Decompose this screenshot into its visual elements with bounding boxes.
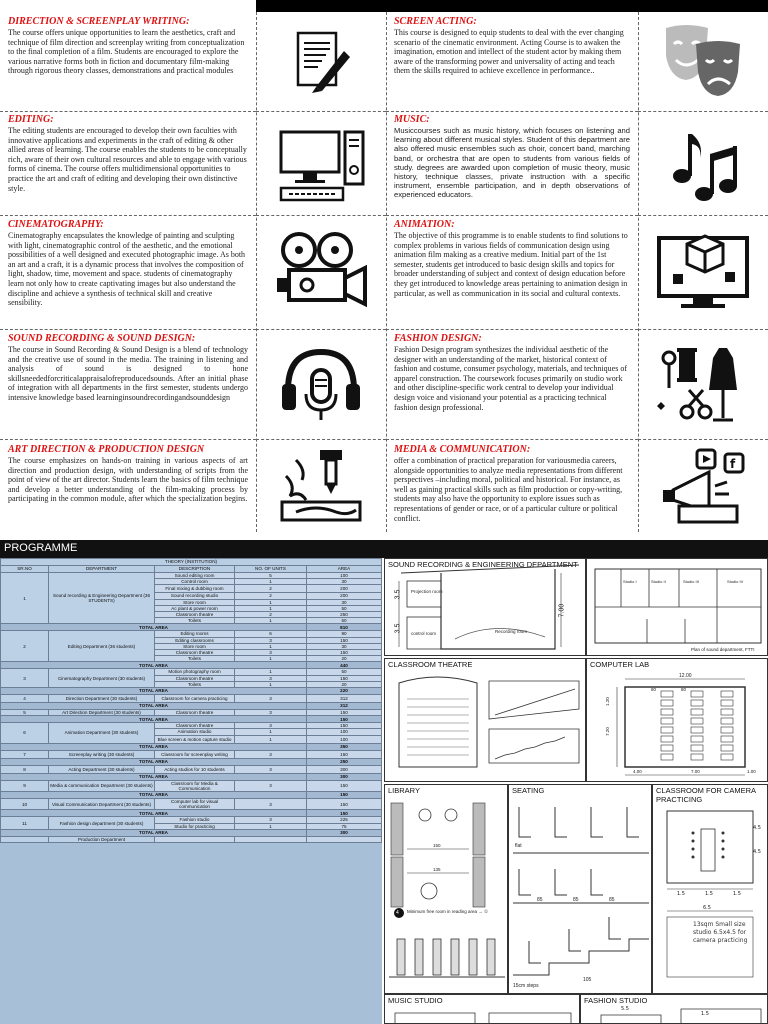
section-heading: ART DIRECTION & PRODUCTION DESIGN [8,444,205,455]
sr-no-cell: 2 [1,631,49,662]
area-cell: 30 [307,643,382,649]
units-cell: 3 [235,750,307,758]
description-cell: Computer lab for visual communication [155,799,235,810]
sr-no-cell: 3 [1,669,49,688]
area-cell: 30 [307,579,382,585]
total-area: 150 [307,716,382,723]
section-body: The objective of this programme is to enable students to find solutions to complex problems in various fields of communication design using animation film making as a creative medium. Initial part of the 1st semester, students get introduced to basic design skills and topics for broader understanding of subject and context of design education before they get introduced to knowledge areas pertaining to animation design in particular, as well as communication in its social and cultural contexts. [394,231,628,298]
section-editing [0,112,256,216]
section-heading: CINEMATOGRAPHY: [8,219,104,230]
description-cell: Studio for practicing [155,823,235,829]
department-cell: Sound recording & Engineering Department (36 STUDENTS) [49,573,155,624]
area-cell: 90 [307,631,382,637]
dim-label: 1.00 [747,769,756,774]
sr-no-cell: 1 [1,573,49,624]
total-area: 312 [307,703,382,710]
units-cell [235,836,307,842]
sound-dept-section-drawing [384,558,586,656]
film-camera-icon [256,216,386,330]
section-body: Musiccourses such as music history, which focuses on listening and learning about different musical styles. Student of this department are also offered music ensembles such as choir, concert band, marching band, or orchestra that are open to students from various fields of study. degrees are awarded upon completion of music theory, music history, technique classes, private instruction with a specific instrument, ensemble participation, and in depth observations of experienced educators. [394,126,630,200]
dim-label: 3.5 [394,623,402,634]
description-cell: Editing classrooms [155,637,235,643]
dim-label: 7.00 [558,603,566,618]
panel-title: FASHION STUDIO [584,996,648,1005]
panel-title: MUSIC STUDIO [388,996,443,1005]
description-cell: Blue screen & motion capture studio [155,735,235,743]
description-cell: Classroom for screenplay writing [155,750,235,758]
description-cell: Classroom theatre [155,723,235,729]
seating-label: 85 [609,897,615,903]
total-area: 220 [307,688,382,695]
units-cell: 1 [235,605,307,611]
section-fashion-design [386,330,638,440]
table-row [1,836,382,842]
area-cell: 100 [307,729,382,735]
description-cell: Sound editing room [155,573,235,579]
media-megaphone-icon [638,440,768,532]
total-label: TOTAL AREA [1,716,307,723]
units-cell: 1 [235,735,307,743]
total-label: TOTAL AREA [1,703,307,710]
sr-no-cell: 7 [1,750,49,758]
total-row [1,810,382,817]
department-cell: Screenplay writing (30 students) [49,750,155,758]
total-row [1,743,382,750]
section-body: The editing students are encouraged to develop their own faculties with innovative applications and experiments in the craft of editing & other allied areas of learning. The course enables the students to be conceptually rich, aware of their own cultural resources and able to engage with various forms of cinema. The course offers multidimensional opportunities to practice the art and craft of editing and developing their own distinctive style. [8,126,247,193]
total-area: 300 [307,773,382,780]
total-label: TOTAL AREA [1,624,307,631]
description-cell: Store room [155,643,235,649]
area-cell: 200 [307,593,382,599]
units-cell: 3 [235,799,307,810]
department-cell: Media & communication Department (30 students) [49,780,155,791]
units-cell: 1 [235,579,307,585]
area-cell: 50 [307,605,382,611]
seating-label: 105 [583,977,592,983]
sr-no-cell: 9 [1,780,49,791]
library-note: Minimum free room in reading area → ① [407,909,489,914]
total-row [1,829,382,836]
dim-label: 4.00 [633,769,642,774]
description-cell: Editing rooms [155,631,235,637]
section-heading: ANIMATION: [394,219,455,230]
units-cell: 1 [235,823,307,829]
area-cell: 20 [307,681,382,687]
headphones-mic-icon [256,330,386,440]
seating-drawing [508,784,652,994]
total-area: 150 [307,810,382,817]
col-srno: SR.NO [1,566,49,573]
sr-no-cell: 10 [1,799,49,810]
carving-tool-icon [256,440,386,532]
dim-label: 150 [433,843,441,848]
units-cell: 2 [235,593,307,599]
total-row [1,716,382,723]
total-row [1,662,382,669]
units-cell: 1 [235,656,307,662]
panel-title: COMPUTER LAB [590,660,650,669]
description-cell: Animation studio [155,729,235,735]
sewing-tools-icon [638,330,768,440]
description-cell: Toilets [155,618,235,624]
total-label: TOTAL AREA [1,773,307,780]
room-label: Studio III [683,579,699,584]
3d-monitor-icon [638,216,768,330]
department-cell: Direction Department (30 students) [49,695,155,703]
programme-title: PROGRAMME [4,542,78,554]
dim-label: 12.00 [679,673,692,679]
description-cell: Classroom for Media & Communication [155,780,235,791]
units-cell: 2 [235,612,307,618]
dim-label: 4.5 [753,825,761,831]
description-cell: Control room [155,579,235,585]
room-label: control room [411,631,437,636]
dim-label: 1.5 [705,891,713,897]
col-units: NO. OF UNITS [235,566,307,573]
table-row [1,695,382,703]
section-body: The course in Sound Recording & Sound Design is a blend of technology and the creative use of sound in the media. The training in listening and analysis of sound is designed to hone skillsneededforcriticalappraisalofreproducedsounds. After an initial phase of integration with all departments in the first semester, students undergo intensive knowledge based learninginsoundrecordingandsounddesign [8,345,248,402]
total-area: 810 [307,624,382,631]
description-cell: Classroom theatre [155,675,235,681]
units-cell: 3 [235,675,307,681]
department-cell: Cinematography Department (30 students) [49,669,155,688]
total-area: 300 [307,829,382,836]
total-label: TOTAL AREA [1,688,307,695]
dim-label: 3.5 [394,589,402,600]
section-screen-acting [386,12,638,112]
programme-table-grid [0,558,382,843]
section-art-direction [0,440,256,532]
plan-caption: Plan of sound department, FTTI [691,647,755,652]
dim-label: 5.5 [621,1006,629,1012]
section-heading: SCREEN ACTING: [394,16,477,27]
dim-label: 7.20 [604,727,610,736]
dim-label: 80 [651,687,657,692]
total-area: 350 [307,743,382,750]
section-music [386,112,638,216]
area-cell: 150 [307,780,382,791]
area-cell: 50 [307,618,382,624]
sr-no-cell: 4 [1,695,49,703]
units-cell: 1 [235,729,307,735]
dim-label: 1.5 [733,891,741,897]
area-cell: 150 [307,750,382,758]
total-label: TOTAL AREA [1,810,307,817]
total-label: TOTAL AREA [1,662,307,669]
music-notes-icon [638,112,768,216]
library-drawing [384,784,508,994]
col-description: DESCRIPTION [155,566,235,573]
units-cell: 2 [235,585,307,593]
section-cinematography [0,216,256,330]
department-cell: Acting Department (30 students) [49,765,155,773]
units-cell: 3 [235,817,307,823]
area-cell: 20 [307,656,382,662]
dim-label: 135 [433,867,441,872]
area-cell: 75 [307,823,382,829]
sr-no-cell [1,836,49,842]
room-label: Studio I [623,579,637,584]
section-heading: DIRECTION & SCREENPLAY WRITING: [8,16,190,27]
seating-label: 15cm steps [513,983,539,989]
department-cell: Fashion design department (30 students) [49,817,155,829]
seating-label: flat [515,843,522,849]
area-cell: 150 [307,637,382,643]
total-row [1,792,382,799]
units-cell: 3 [235,765,307,773]
total-label: TOTAL AREA [1,792,307,799]
total-label: TOTAL AREA [1,743,307,750]
description-cell: Sound recording studio [155,593,235,599]
section-heading: MEDIA & COMMUNICATION: [394,444,531,455]
department-cell: Visual Communication Department (30 students) [49,799,155,810]
description-cell [155,836,235,842]
classroom-theatre-drawing [384,658,586,782]
department-cell: Art Direction Department (30 students) [49,710,155,716]
dim-label: 1.5 [701,1011,709,1017]
description-cell: Classroom theatre [155,710,235,716]
area-cell: 30 [307,599,382,605]
department-cell: Production Department [49,836,155,842]
area-cell: 250 [307,612,382,618]
programme-table [0,558,382,1024]
col-area: AREA [307,566,382,573]
description-cell: Classroom theatre [155,612,235,618]
table-row [1,765,382,773]
room-label: Studio IV [727,579,744,584]
units-cell: 1 [235,599,307,605]
description-cell: Motion photography room [155,669,235,675]
total-label: TOTAL AREA [1,758,307,765]
dim-label: 80 [681,687,687,692]
dim-label: 4.5 [753,849,761,855]
area-cell: 150 [307,675,382,681]
units-cell: 3 [235,723,307,729]
dim-label: 7.00 [691,769,700,774]
description-cell: Acting studios for 10 students [155,765,235,773]
camera-classroom-drawing [652,784,768,994]
table-row [1,750,382,758]
section-sound-recording [0,330,256,440]
description-cell: Toilets [155,681,235,687]
section-body: offer a combination of practical preparation for variousmedia careers, alongside opportunities to analyze media representations from different perspectives –including moral, political and historical. For instance, as well as gaining practical skills such as film production or copy-writing, students may also have the opportunity to explore issues such as representations of gender or race, or of a particular culture or political conflict. [394,456,623,523]
room-label: Projection room [411,589,443,594]
area-cell: 100 [307,735,382,743]
total-row [1,688,382,695]
area-cell: 100 [307,573,382,579]
dim-label: 1.5 [677,891,685,897]
section-heading: FASHION DESIGN: [394,333,482,344]
total-label: TOTAL AREA [1,829,307,836]
description-cell: Toilets [155,656,235,662]
seating-label: 85 [573,897,579,903]
music-studio-drawing [384,994,580,1024]
department-cell: Editing Department (36 students) [49,631,155,662]
total-row [1,703,382,710]
section-heading: EDITING: [8,114,54,125]
document-pen-icon [256,12,386,112]
note-number: 4 [396,910,399,916]
section-body: Cinematography encapsulates the knowledge of painting and sculpting with light, cinematographic control of the aesthetic, and the emotional possibilities of a well designed and executed photographic image. As both an art and a craft, it is a dynamic process that involves the composition of light, shadow, time, movement and space. students of cinematography learn not only how to create captivating images but also understand the discipline and achieve a synthesis of technical skill and creative sensibility. [8,231,246,308]
panel-title: CLASSROOM THEATRE [388,660,473,669]
table-row [1,780,382,791]
units-cell: 3 [235,650,307,656]
units-cell: 1 [235,643,307,649]
total-row [1,758,382,765]
area-cell: 150 [307,799,382,810]
seating-label: 85 [537,897,543,903]
units-cell: 6 [235,631,307,637]
computer-lab-drawing [586,658,768,782]
sr-no-cell: 11 [1,817,49,829]
panel-title: SEATING [512,786,545,795]
units-cell: 5 [235,573,307,579]
area-cell: 200 [307,585,382,593]
programme-bar [0,540,768,558]
camera-note: 13sqm Small size studio 6.5x4.5 for camera practicing [693,921,748,944]
section-body: Fashion Design program synthesizes the individual aesthetic of the designer with an understanding of the market, historical context of fashion and costume, consumer psychology, materials, and techniques of apparel construction. The coursework focuses primarily on studio work and other discipline-specific work central to develop your individual design voice and visionand your potential as a practicing technical fashion design professional. [394,345,627,412]
description-cell: Store room [155,599,235,605]
area-cell [307,836,382,842]
sound-dept-plan-drawing [586,558,768,656]
units-cell: 1 [235,669,307,675]
area-cell: 150 [307,650,382,656]
total-area: 250 [307,758,382,765]
units-cell: 3 [235,637,307,643]
units-cell: 1 [235,681,307,687]
section-heading: MUSIC: [394,114,430,125]
description-cell: Final mixing & dubbing room [155,585,235,593]
theatre-masks-icon [638,12,768,112]
table-row [1,799,382,810]
room-label: Recording room [495,629,528,634]
total-row [1,624,382,631]
section-media-communication [386,440,638,532]
units-cell: 3 [235,780,307,791]
top-bar-gap [0,0,256,12]
section-body: The course emphasizes on hands-on training in various aspects of art direction and production design, with understanding of scripts from the point of view of the art director. Students learn the basics of film technique and develop a better understanding of the film-making process by participating in the common module, after which the specialization begins. [8,456,248,504]
description-cell: Classroom for camera practicing [155,695,235,703]
section-body: This course is designed to equip students to deal with the ever changing scenario of the cinematic environment. Acting Course is to awaken the imagination, emotion and intellect of the student actor by making them aware of the transforming power and universality of acting and teach them the skills required to achieve excellence in performance.. [394,28,624,76]
section-animation [386,216,638,330]
panel-title: LIBRARY [388,786,420,795]
total-area: 440 [307,662,382,669]
theory-header: THEORY (INSTITUTION) [1,559,382,566]
description-cell: Fashion studio [155,817,235,823]
area-cell: 50 [307,669,382,675]
units-cell: 3 [235,695,307,703]
units-cell: 1 [235,618,307,624]
area-cell: 150 [307,723,382,729]
total-row [1,773,382,780]
panel-title: CLASSROOM FOR CAMERA PRACTICING [656,786,756,804]
description-cell: Classroom theatre [155,650,235,656]
section-direction [0,12,256,112]
computer-icon [256,112,386,216]
sr-no-cell: 6 [1,723,49,743]
sr-no-cell: 5 [1,710,49,716]
section-body: The course offers unique opportunities to learn the aesthetics, craft and technique of film direction and screenplay writing from conceptualization to the final completion of a film. Students are encouraged to explore the various narrative forms both in fiction and documentary film-making through rigorous theory classes, demonstrations and practical modules [8,28,245,76]
section-heading: SOUND RECORDING & SOUND DESIGN: [8,333,196,344]
dim-label: 1.20 [604,697,610,706]
panel-title: SOUND RECORDING & ENGINEERING DEPARTMENT [388,560,578,569]
area-cell: 150 [307,710,382,716]
svg-text:f: f [730,457,736,471]
area-cell: 312 [307,695,382,703]
room-label: Studio II [651,579,666,584]
area-cell: 225 [307,817,382,823]
fashion-studio-drawing [580,994,768,1024]
area-cell: 300 [307,765,382,773]
department-cell: Animation Department (30 students) [49,723,155,743]
col-department: DEPARTMENT [49,566,155,573]
units-cell: 3 [235,710,307,716]
total-area: 150 [307,792,382,799]
sr-no-cell: 8 [1,765,49,773]
description-cell: Ac plant & power room [155,605,235,611]
dim-label: 6.5 [703,905,711,911]
